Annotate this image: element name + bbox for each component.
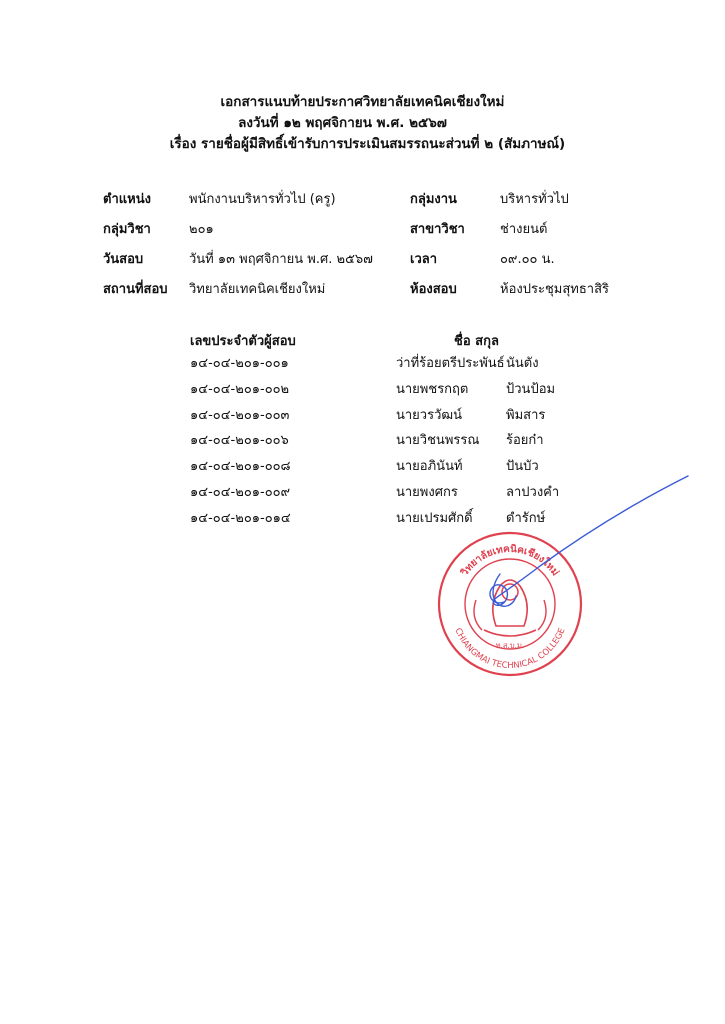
candidate-list-header <box>190 330 590 352</box>
subject-group-value: ๒๐๑ <box>189 222 214 237</box>
info-row-subject <box>103 218 623 248</box>
candidate-last-name: พิมสาร <box>506 407 546 423</box>
name-column-header: ชื่อ สกุล <box>454 334 499 349</box>
candidate-first-name: นายอภินันท์ <box>396 459 463 475</box>
room-value: ห้องประชุมสุทธาสิริ <box>500 282 609 297</box>
exam-date-label: วันสอบ <box>103 252 144 267</box>
signature <box>470 470 700 630</box>
position-label: ตำแหน่ง <box>103 192 151 207</box>
room-label: ห้องสอบ <box>410 282 457 297</box>
candidate-first-name: ว่าที่ร้อยตรีประพันธ์ <box>396 356 505 371</box>
header-date: ลงวันที่ ๑๒ พฤศจิกายน พ.ศ. ๒๕๖๗ <box>238 115 447 131</box>
time-value: ๐๙.๐๐ น. <box>500 252 555 267</box>
venue-label: สถานที่สอบ <box>103 282 168 297</box>
candidate-id: ๑๔-๐๔-๒๐๑-๐๐๑ <box>190 356 289 371</box>
position-value: พนักงานบริหารทั่วไป (ครู) <box>189 192 336 207</box>
candidate-first-name: นายวรวัฒน์ <box>396 407 463 423</box>
id-column-header: เลขประจำตัวผู้สอบ <box>190 334 296 349</box>
candidate-id: ๑๔-๐๔-๒๐๑-๐๐๒ <box>190 381 290 397</box>
candidate-first-name: นายพงศกร <box>396 484 458 500</box>
candidate-id: ๑๔-๐๔-๒๐๑-๐๐๖ <box>190 433 289 449</box>
list-item <box>190 429 590 455</box>
info-row-position <box>103 188 623 218</box>
seal-text-top: วิทยาลัยเทคนิคเชียงใหม่ <box>459 543 561 579</box>
candidate-last-name: ปันบัว <box>506 459 539 475</box>
exam-date-value: วันที่ ๑๓ พฤศจิกายน พ.ศ. ๒๕๖๗ <box>189 252 373 267</box>
candidate-first-name: นายพชรกฤต <box>396 381 469 397</box>
seal-text-bottom: CHIANGMAI TECHNICAL COLLEGE <box>452 626 568 672</box>
candidate-id: ๑๔-๐๔-๒๐๑-๐๑๔ <box>190 510 291 526</box>
workgroup-value: บริหารทั่วไป <box>500 192 569 207</box>
seal-text-abbr: ท.ส.บ.ม. <box>495 641 525 650</box>
venue-value: วิทยาลัยเทคนิคเชียงใหม่ <box>189 282 326 297</box>
exam-info <box>103 188 623 308</box>
workgroup-label: กลุ่มงาน <box>410 192 457 207</box>
info-row-venue <box>103 278 623 308</box>
candidate-last-name: ร้อยก๋า <box>506 433 544 449</box>
time-label: เวลา <box>410 252 438 267</box>
list-item <box>190 404 590 430</box>
major-label: สาขาวิชา <box>410 222 465 237</box>
candidate-first-name: นายวิชนพรรณ <box>396 433 480 449</box>
info-row-date <box>103 248 623 278</box>
candidate-last-name: นันตัง <box>506 356 539 371</box>
header-title: เอกสารแนบท้ายประกาศวิทยาลัยเทคนิคเชียงใหม่ <box>220 94 505 110</box>
subject-group-label: กลุ่มวิชา <box>103 222 151 237</box>
candidate-id: ๑๔-๐๔-๒๐๑-๐๐๓ <box>190 407 290 423</box>
list-item <box>190 378 590 404</box>
seal-emblem-base <box>484 630 536 636</box>
candidate-last-name: ดำรักษ์ <box>506 510 546 526</box>
header-subject: เรื่อง รายชื่อผู้มีสิทธิ์เข้ารับการประเมินสมรรถนะส่วนที่ ๒ (สัมภาษณ์) <box>169 136 566 152</box>
candidate-first-name: นายเปรมศักดิ์ <box>396 510 473 526</box>
document-header <box>0 92 725 155</box>
major-value: ช่างยนต์ <box>500 222 548 237</box>
candidate-id: ๑๔-๐๔-๒๐๑-๐๐๘ <box>190 459 291 475</box>
candidate-id: ๑๔-๐๔-๒๐๑-๐๐๙ <box>190 484 291 500</box>
candidate-last-name: ลาปวงคำ <box>506 484 560 500</box>
list-item <box>190 352 590 378</box>
candidate-last-name: ป้วนป้อม <box>506 381 556 397</box>
